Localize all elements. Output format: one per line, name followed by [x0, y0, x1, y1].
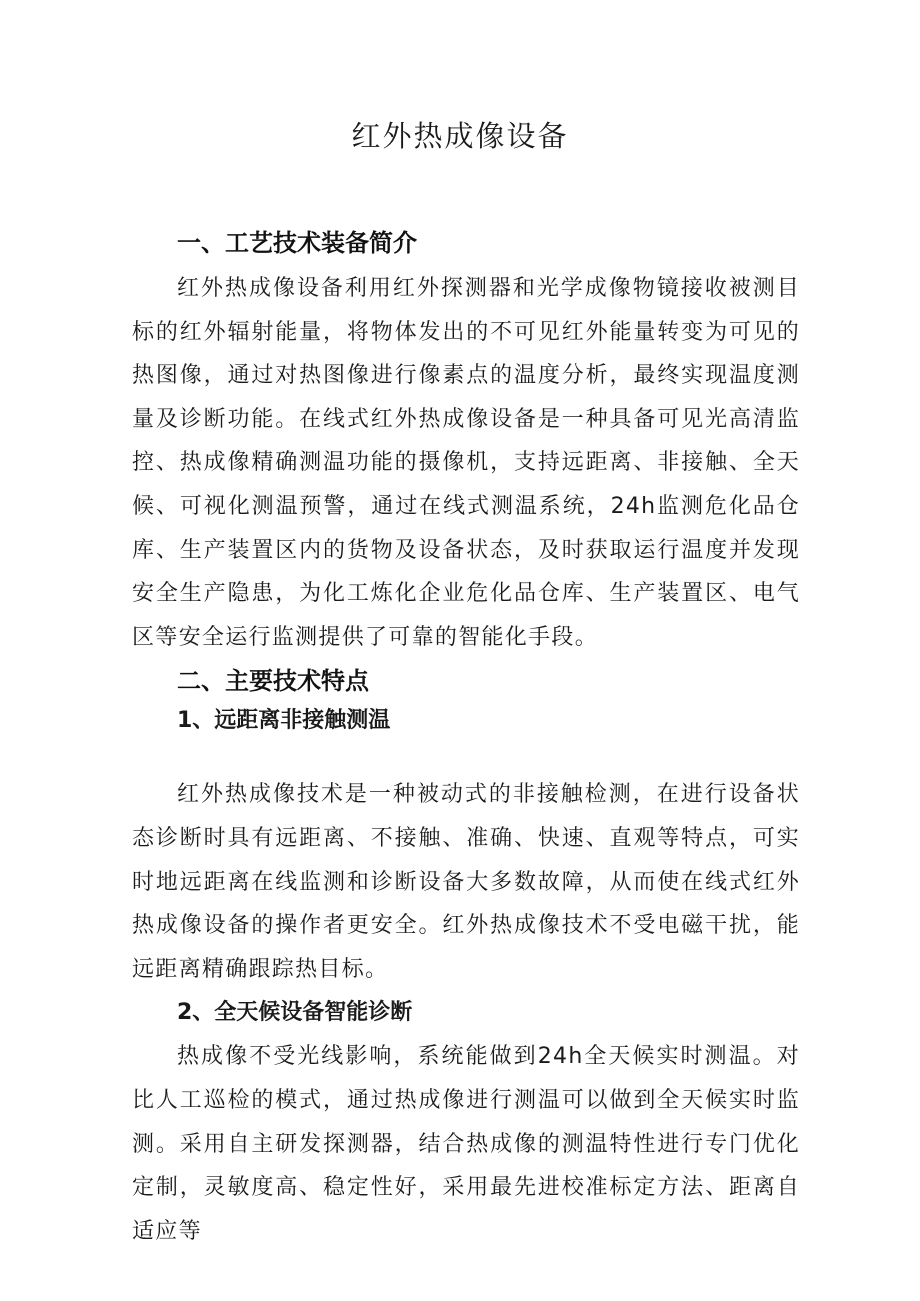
intro-paragraph: 红外热成像设备利用红外探测器和光学成像物镜接收被测目标的红外辐射能量，将物体发出的不可见红外能量转变为可见的热图像，通过对热图像进行像素点的温度分析，最终实现温度测量及诊断功能。在线式红外热成像设备是一种具备可见光高清监控、热成像精确测温功能的摄像机，支持远距离、非接触、全天候、可视化测温预警，通过在线式测温系统，24h监测危化品仓库、生产装置区内的货物及设备状态，及时获取运行温度并发现安全生产隐患，为化工炼化企业危化品仓库、生产装置区、电气区等安全运行监测提供了可靠的智能化手段。: [132, 276, 800, 650]
section-heading-intro: 一、工艺技术装备简介: [177, 229, 417, 257]
feature-heading-all-weather-diagnosis: 2、全天候设备智能诊断: [177, 1000, 413, 1026]
document-title: 红外热成像设备: [351, 119, 569, 153]
feature-paragraph-all-weather-diagnosis: 热成像不受光线影响，系统能做到24h全天候实时测温。对比人工巡检的模式，通过热成像进行测温可以做到全天候实时监测。采用自主研发探测器，结合热成像的测温特性进行专门优化定制，灵敏度高、稳定性好，采用最先进校准标定方法、距离自适应等: [132, 1044, 800, 1244]
section-heading-features: 二、主要技术特点: [177, 667, 369, 696]
document-body: [132, 223, 800, 1253]
feature-heading-remote-measurement: 1、远距离非接触测温: [177, 708, 391, 734]
feature-paragraph-remote-measurement: 红外热成像技术是一种被动式的非接触检测，在进行设备状态诊断时具有远距离、不接触、准确、快速、直观等特点，可实时地远距离在线监测和诊断设备大多数故障，从而使在线式红外热成像设备的操作者更安全。红外热成像技术不受电磁干扰，能远距离精确跟踪热目标。: [132, 782, 800, 982]
